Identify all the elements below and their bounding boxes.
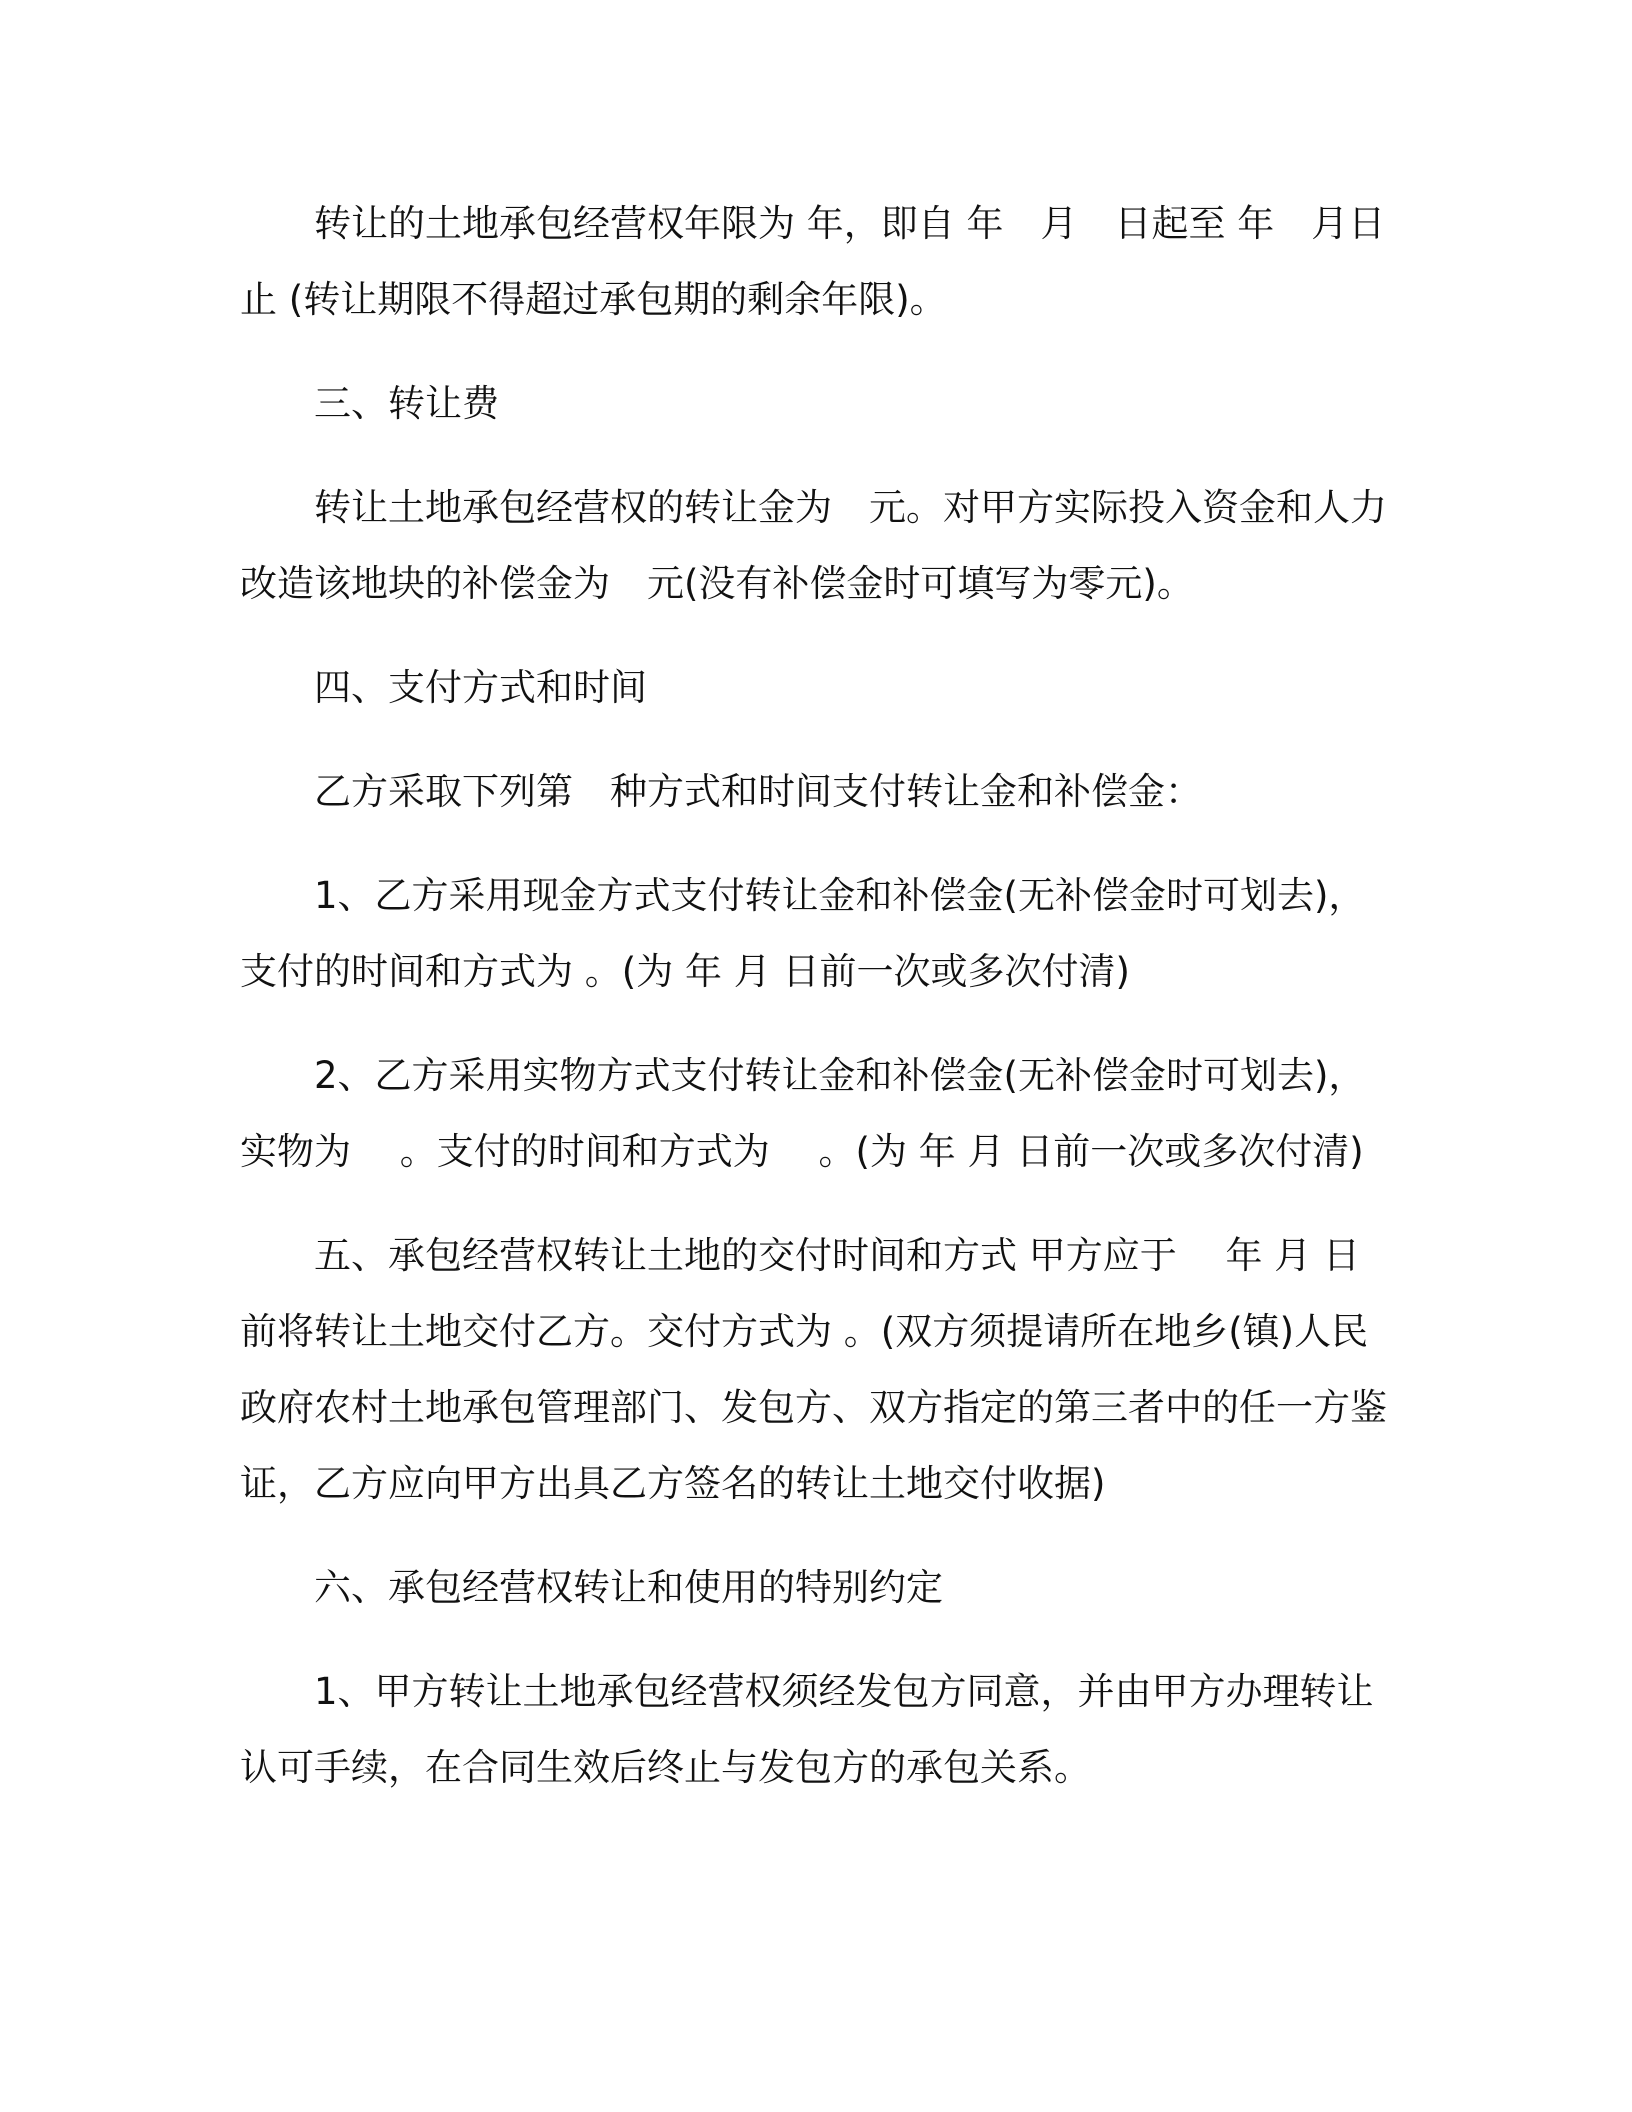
paragraph-transfer-term: 转让的土地承包经营权年限为 年，即自 年 月 日起至 年 月日止 (转让期限不得超过承包期的剩余年限)。 (240, 202, 1386, 321)
section-heading-payment: 四、支付方式和时间 (314, 666, 647, 709)
section-heading-transfer-fee: 三、转让费 (314, 382, 499, 425)
paragraph-payment-cash: 1、乙方采用现金方式支付转让金和补偿金(无补偿金时可划去)，支付的时间和方式为 。(为 年 月 日前一次或多次付清) (240, 874, 1366, 993)
paragraph-special-term-1: 1、甲方转让土地承包经营权须经发包方同意，并由甲方办理转让认可手续，在合同生效后终止与发包方的承包关系。 (240, 1670, 1374, 1789)
paragraph-payment-intro: 乙方采取下列第 种方式和时间支付转让金和补偿金： (314, 770, 1202, 813)
section-heading-special-terms: 六、承包经营权转让和使用的特别约定 (314, 1566, 943, 1609)
paragraph-transfer-fee: 转让土地承包经营权的转让金为 元。对甲方实际投入资金和人力改造该地块的补偿金为 元(没有补偿金时可填写为零元)。 (240, 486, 1387, 605)
paragraph-payment-goods: 2、乙方采用实物方式支付转让金和补偿金(无补偿金时可划去)，实物为 。支付的时间和方式为 。(为 年 月 日前一次或多次付清) (240, 1054, 1366, 1173)
paragraph-land-delivery: 五、承包经营权转让土地的交付时间和方式 甲方应于 年 月 日前将转让土地交付乙方。交付方式为 。(双方须提请所在地乡(镇)人民政府农村土地承包管理部门、发包方、双方指定的第三者中的任一方鉴证，乙方应向甲方出具乙方签名的转让土地交付收据) (240, 1234, 1387, 1505)
document-body (240, 186, 1390, 1834)
